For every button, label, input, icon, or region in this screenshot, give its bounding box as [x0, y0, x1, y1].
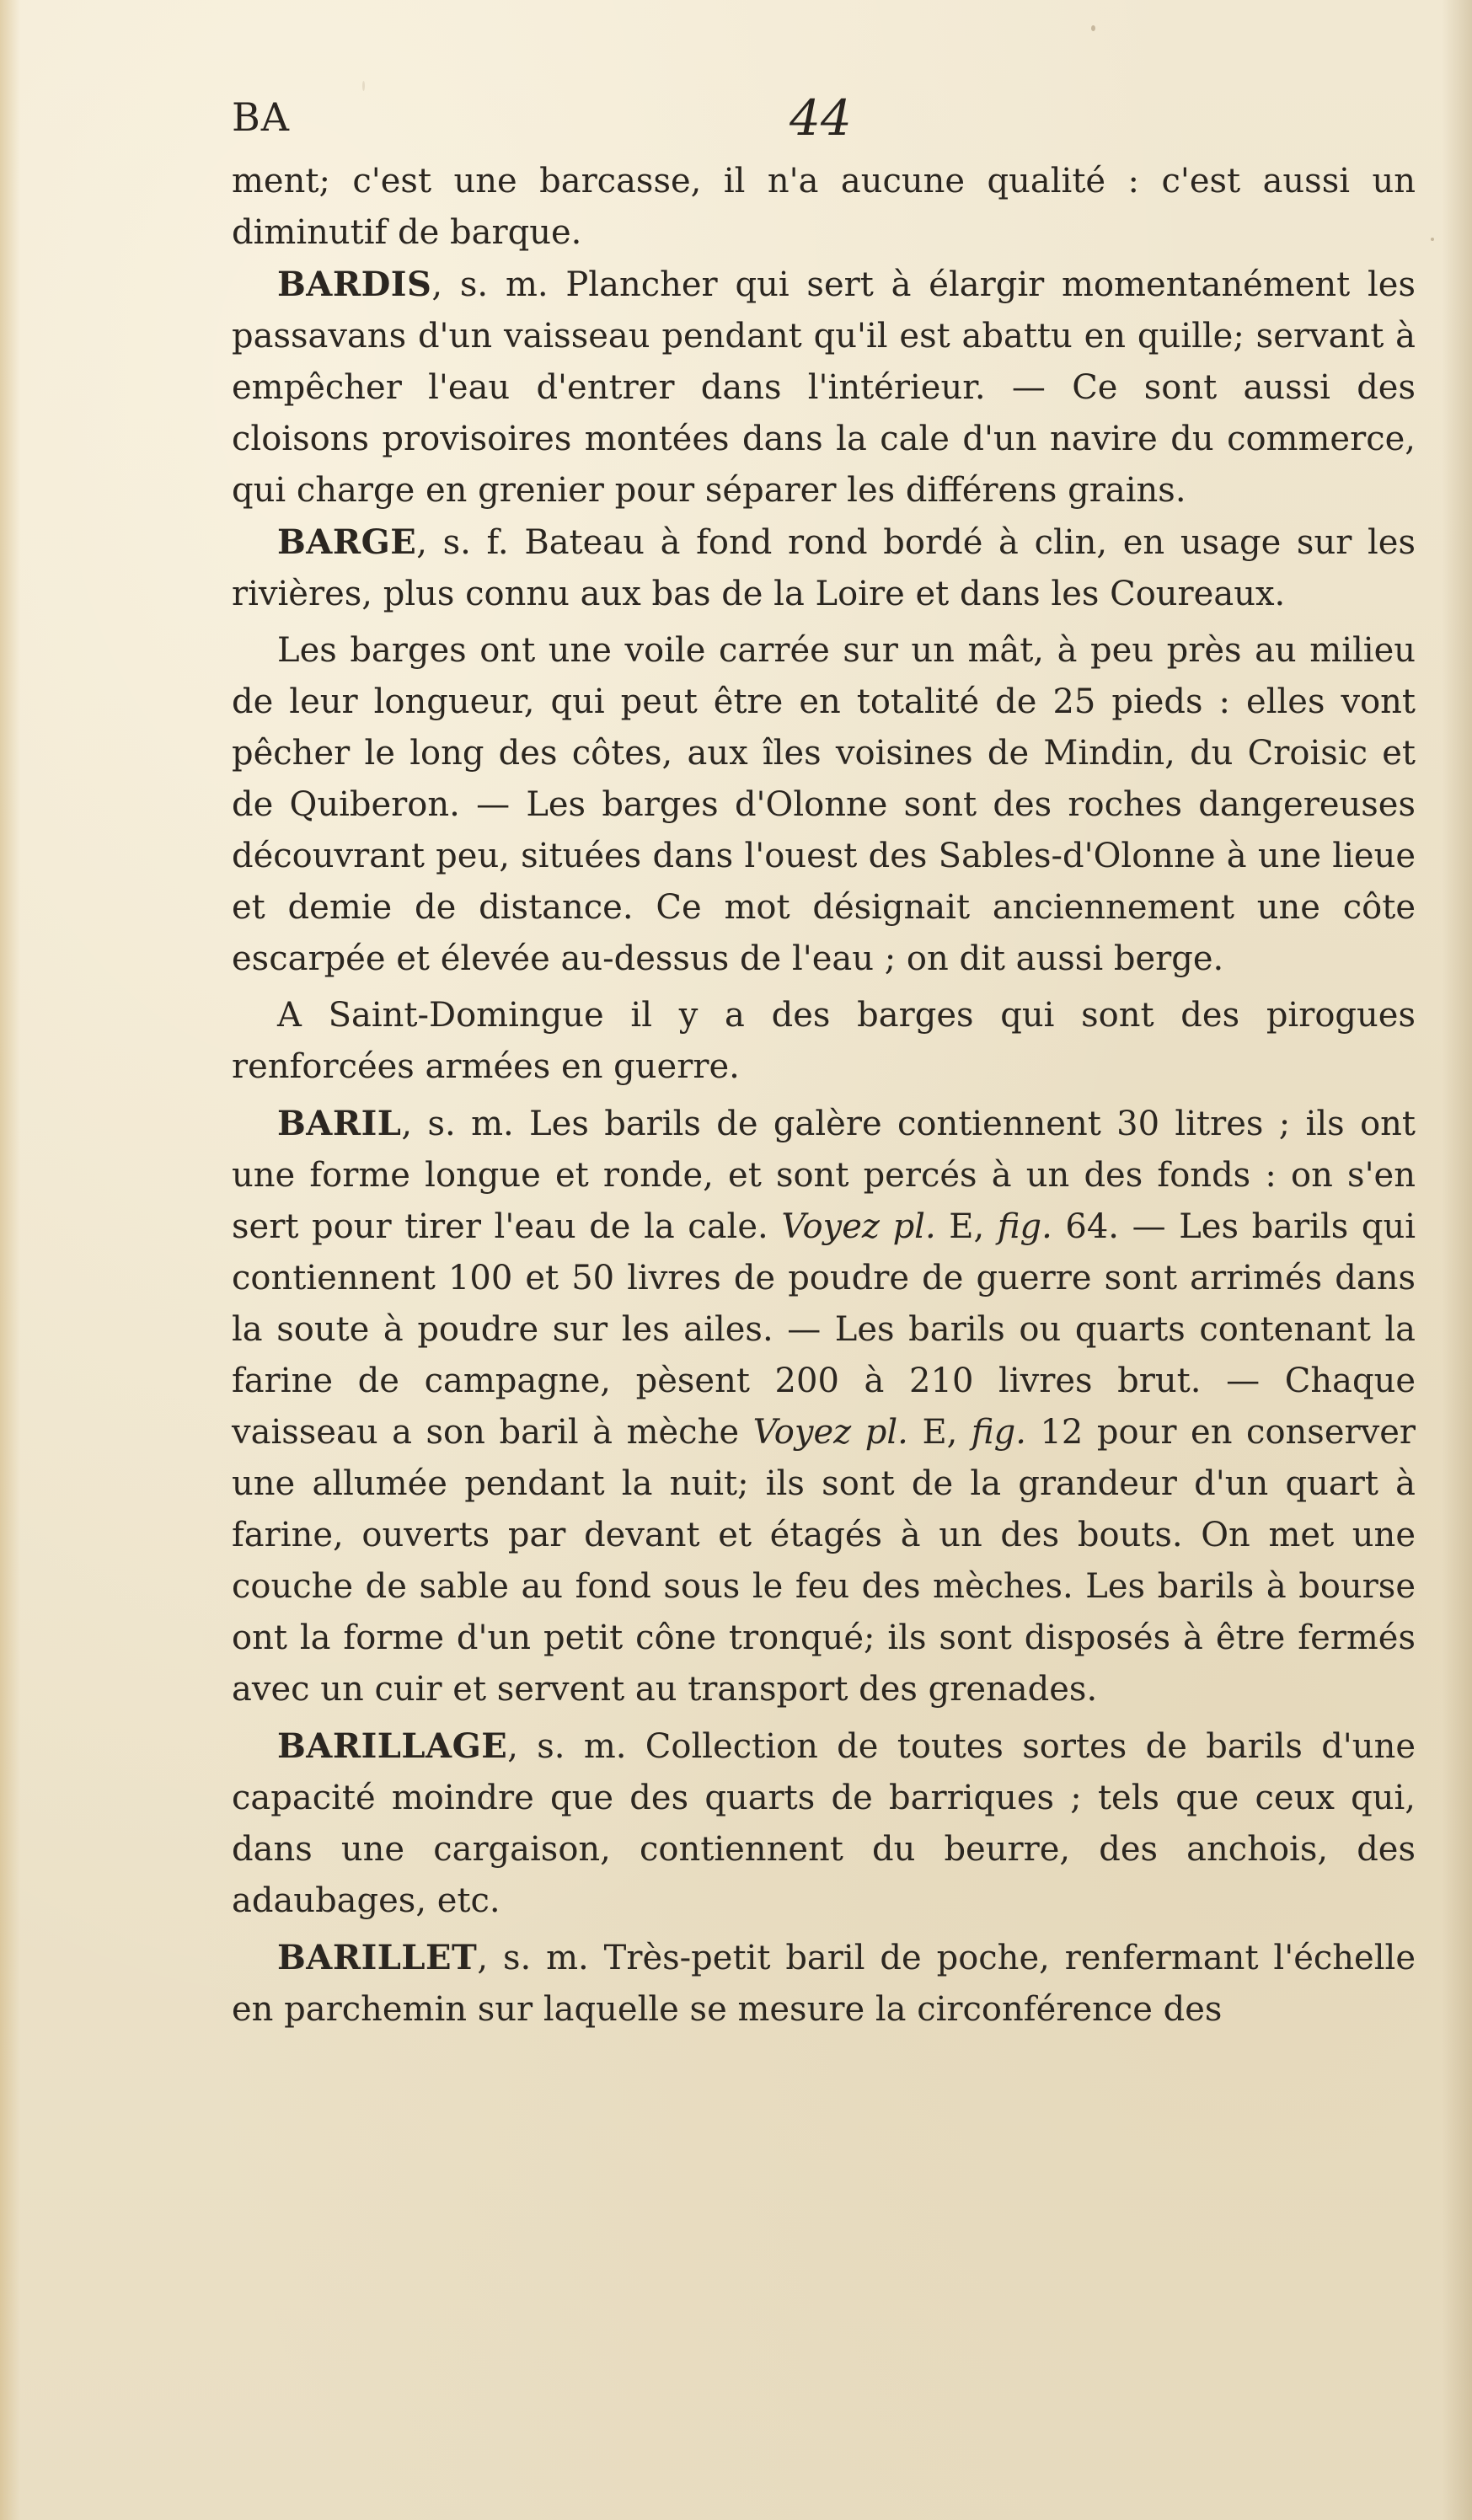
entry-barge	[232, 516, 1416, 620]
figure-reference: fig.	[971, 1413, 1026, 1452]
entry-text: , s. m. Très-petit baril de poche, renfermant l'échelle en parchemin sur laquelle se mesure la circonférence des	[232, 1939, 1416, 2029]
paragraph-barcasse-continuation	[232, 156, 1416, 259]
entry-text: , s. m. Plancher qui sert à élargir momentanément les passavans d'un vaisseau pendant qu'il est abattu en quille; servant à empêcher l'eau d'entrer dans l'intérieur. — Ce sont aussi des cloisons provisoires montées dans la cale d'un navire du commerce, qui charge en grenier pour séparer les différens grains.	[232, 265, 1416, 510]
figure-reference: fig.	[997, 1207, 1052, 1246]
entry-barge-paragraph-3	[232, 990, 1416, 1093]
entry-text: E,	[935, 1207, 998, 1246]
entry-text: 64. — Les barils qui contiennent 100 et 50 livres de poudre de guerre sont arrimés dans la soute à poudre sur les ailes. — Les barils ou quarts contenant la farine de campagne, pèsent 200 à 210 livres brut. — Chaque vaisseau a son baril à mèche	[232, 1207, 1416, 1452]
entry-term: BARIL	[277, 1104, 402, 1143]
page-number: 44	[790, 89, 852, 147]
entry-term: BARGE	[277, 522, 417, 562]
entry-term: BARDIS	[277, 265, 432, 304]
entry-barillage	[232, 1720, 1416, 1927]
dictionary-text	[232, 156, 1416, 2036]
page-edge-shadow	[1442, 0, 1472, 2520]
entry-text: , s. m. Les barils de galère contiennent 30 litres ; ils ont une forme longue et ronde, et sont percés à un des fonds : on s'en sert pour tirer l'eau de la cale.	[232, 1105, 1416, 1246]
entry-term: BARILLAGE	[277, 1726, 508, 1766]
entry-text: , s. f. Bateau à fond rond bordé à clin, en usage sur les rivières, plus connu aux bas de la Loire et dans les Coureaux.	[232, 523, 1416, 613]
paragraph-text: A Saint-Domingue il y a des barges qui sont des pirogues renforcées armées en guerre.	[232, 996, 1416, 1086]
entry-bardis	[232, 259, 1416, 516]
plate-reference: Voyez pl.	[781, 1207, 936, 1246]
entry-text: , s. m. Collection de toutes sortes de barils d'une capacité moindre que des quarts de barriques ; tels que ceux qui, dans une cargaison, contiennent du beurre, des anchois, des adaubages, etc.	[232, 1727, 1416, 1920]
binding-shadow	[0, 0, 20, 2520]
entry-barge-paragraph-2	[232, 625, 1416, 985]
plate-reference: Voyez pl.	[752, 1413, 908, 1452]
paragraph-text: ment; c'est une barcasse, il n'a aucune qualité : c'est aussi un diminutif de barque.	[232, 162, 1416, 252]
entry-baril	[232, 1098, 1416, 1715]
paper-speck	[1091, 25, 1095, 31]
running-head	[232, 89, 1411, 153]
paper-speck	[362, 81, 365, 91]
entry-term: BARILLET	[277, 1938, 478, 1977]
entry-barillet	[232, 1932, 1416, 2036]
paper-speck	[1431, 238, 1434, 241]
running-head-letters: BA	[232, 94, 291, 140]
entry-text: 12 pour en conserver une allumée pendant la nuit; ils sont de la grandeur d'un quart à farine, ouverts par devant et étagés à un des bouts. On met une couche de sable au fond sous le feu des mèches. Les barils à bourse ont la forme d'un petit cône tronqué; ils sont disposés à être fermés avec un cuir et servent au transport des grenades.	[232, 1413, 1416, 1709]
paragraph-text: Les barges ont une voile carrée sur un mât, à peu près au milieu de leur longueur, qui peut être en totalité de 25 pieds : elles vont pêcher le long des côtes, aux îles voisines de Mindin, du Croisic et de Quiberon. — Les barges d'Olonne sont des roches dangereuses découvrant peu, situées dans l'ouest des Sables-d'Olonne à une lieue et demie de distance. Ce mot désignait anciennement une côte escarpée et élevée au-dessus de l'eau ; on dit aussi berge.	[232, 631, 1416, 978]
entry-text: E,	[907, 1413, 972, 1452]
